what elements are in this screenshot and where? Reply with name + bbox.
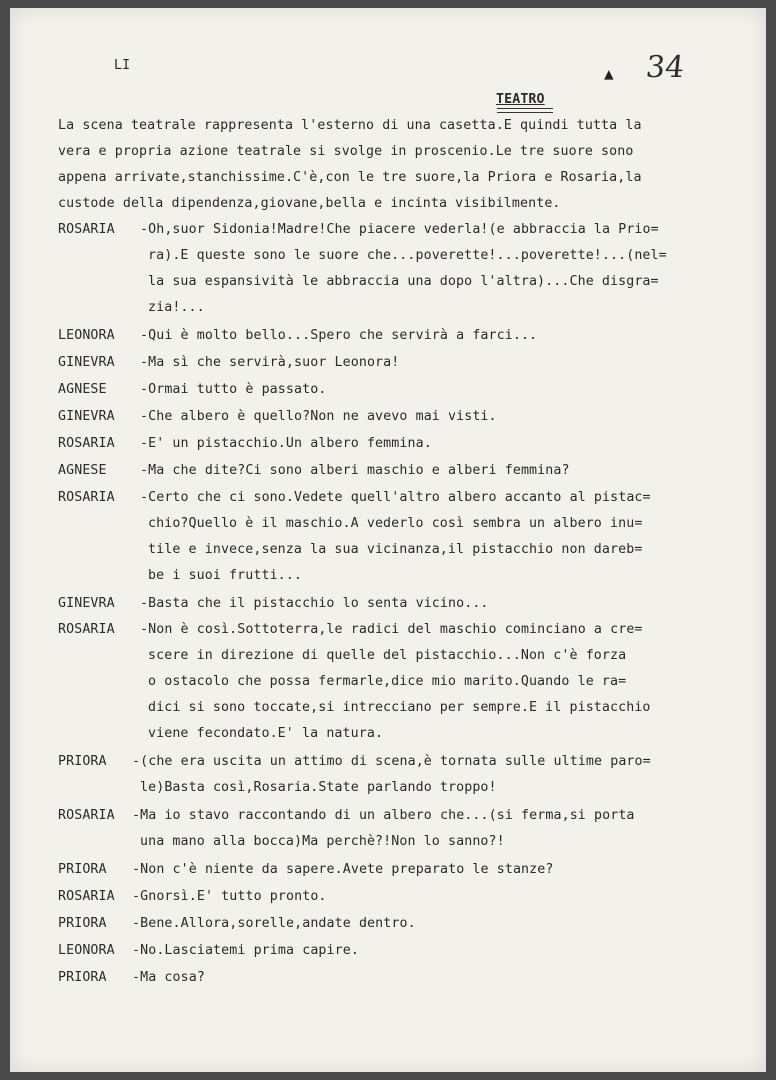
dialogue-line: -Che albero è quello?Non ne avevo mai visti. (140, 409, 497, 424)
dialogue-line: -Certo che ci sono.Vedete quell'altro albero accanto al pistac= (140, 490, 651, 505)
dialogue-line: zia!... (148, 300, 205, 315)
speaker-name: AGNESE (58, 463, 107, 478)
dialogue-line: le)Basta così,Rosaria.State parlando troppo! (140, 780, 497, 795)
speaker-name: ROSARIA (58, 222, 115, 237)
speaker-name: GINEVRA (58, 409, 115, 424)
speaker-name: PRIORA (58, 970, 107, 985)
speaker-name: ROSARIA (58, 436, 115, 451)
dialogue-line: -Qui è molto bello...Spero che servirà a farci... (140, 328, 538, 343)
dialogue-line: la sua espansività le abbraccia una dopo l'altra)...Che disgra= (148, 274, 659, 289)
speaker-name: LEONORA (58, 943, 115, 958)
intro-line: La scena teatrale rappresenta l'esterno di una casetta.E quindi tutta la (58, 118, 642, 133)
dialogue-line: una mano alla bocca)Ma perchè?!Non lo sanno?! (140, 834, 505, 849)
dialogue-line: be i suoi frutti... (148, 568, 303, 583)
folio-mark-icon: ▲ (604, 64, 614, 83)
dialogue-line: viene fecondato.E' la natura. (148, 726, 384, 741)
dialogue-line: -No.Lasciatemi prima capire. (132, 943, 359, 958)
dialogue-line: -Non è così.Sottoterra,le radici del maschio cominciano a cre= (140, 622, 643, 637)
dialogue-line: -Ma sì che servirà,suor Leonora! (140, 355, 400, 370)
dialogue-line: -Non c'è niente da sapere.Avete preparato le stanze? (132, 862, 554, 877)
document-page (10, 8, 766, 1072)
dialogue-line: ra).E queste sono le suore che...poverette!...poverette!...(nel= (148, 248, 667, 263)
intro-line: vera e propria azione teatrale si svolge in proscenio.Le tre suore sono (58, 144, 634, 159)
speaker-name: PRIORA (58, 754, 107, 769)
speaker-name: AGNESE (58, 382, 107, 397)
speaker-name: GINEVRA (58, 355, 115, 370)
dialogue-line: -E' un pistacchio.Un albero femmina. (140, 436, 432, 451)
speaker-name: PRIORA (58, 916, 107, 931)
dialogue-line: -Oh,suor Sidonia!Madre!Che piacere vederla!(e abbraccia la Prio= (140, 222, 659, 237)
dialogue-line: -(che era uscita un attimo di scena,è tornata sulle ultime paro= (132, 754, 651, 769)
dialogue-line: -Ma cosa? (132, 970, 205, 985)
dialogue-line: chio?Quello è il maschio.A vederlo così sembra un albero inu= (148, 516, 643, 531)
dialogue-line: -Basta che il pistacchio lo senta vicino... (140, 596, 489, 611)
speaker-name: PRIORA (58, 862, 107, 877)
page-number: 34 (644, 50, 687, 85)
page-title: TEATRO (496, 92, 545, 107)
page-label: LI (114, 58, 131, 73)
dialogue-line: -Gnorsì.E' tutto pronto. (132, 889, 327, 904)
dialogue-line: -Bene.Allora,sorelle,andate dentro. (132, 916, 416, 931)
intro-line: appena arrivate,stanchissime.C'è,con le tre suore,la Priora e Rosaria,la (58, 170, 642, 185)
dialogue-line: tile e invece,senza la sua vicinanza,il pistacchio non dareb= (148, 542, 643, 557)
speaker-name: ROSARIA (58, 889, 115, 904)
speaker-name: ROSARIA (58, 808, 115, 823)
dialogue-line: dici si sono toccate,si intrecciano per sempre.E il pistacchio (148, 700, 651, 715)
dialogue-line: -Ma che dite?Ci sono alberi maschio e alberi femmina? (140, 463, 570, 478)
dialogue-line: -Ormai tutto è passato. (140, 382, 327, 397)
dialogue-line: scere in direzione di quelle del pistacchio...Non c'è forza (148, 648, 627, 663)
speaker-name: LEONORA (58, 328, 115, 343)
dialogue-line: -Ma io stavo raccontando di un albero che...(si ferma,si porta (132, 808, 635, 823)
speaker-name: ROSARIA (58, 490, 115, 505)
speaker-name: GINEVRA (58, 596, 115, 611)
dialogue-line: o ostacolo che possa fermarle,dice mio marito.Quando le ra= (148, 674, 627, 689)
title-underline (497, 108, 553, 113)
speaker-name: ROSARIA (58, 622, 115, 637)
intro-line: custode della dipendenza,giovane,bella e incinta visibilmente. (58, 196, 561, 211)
